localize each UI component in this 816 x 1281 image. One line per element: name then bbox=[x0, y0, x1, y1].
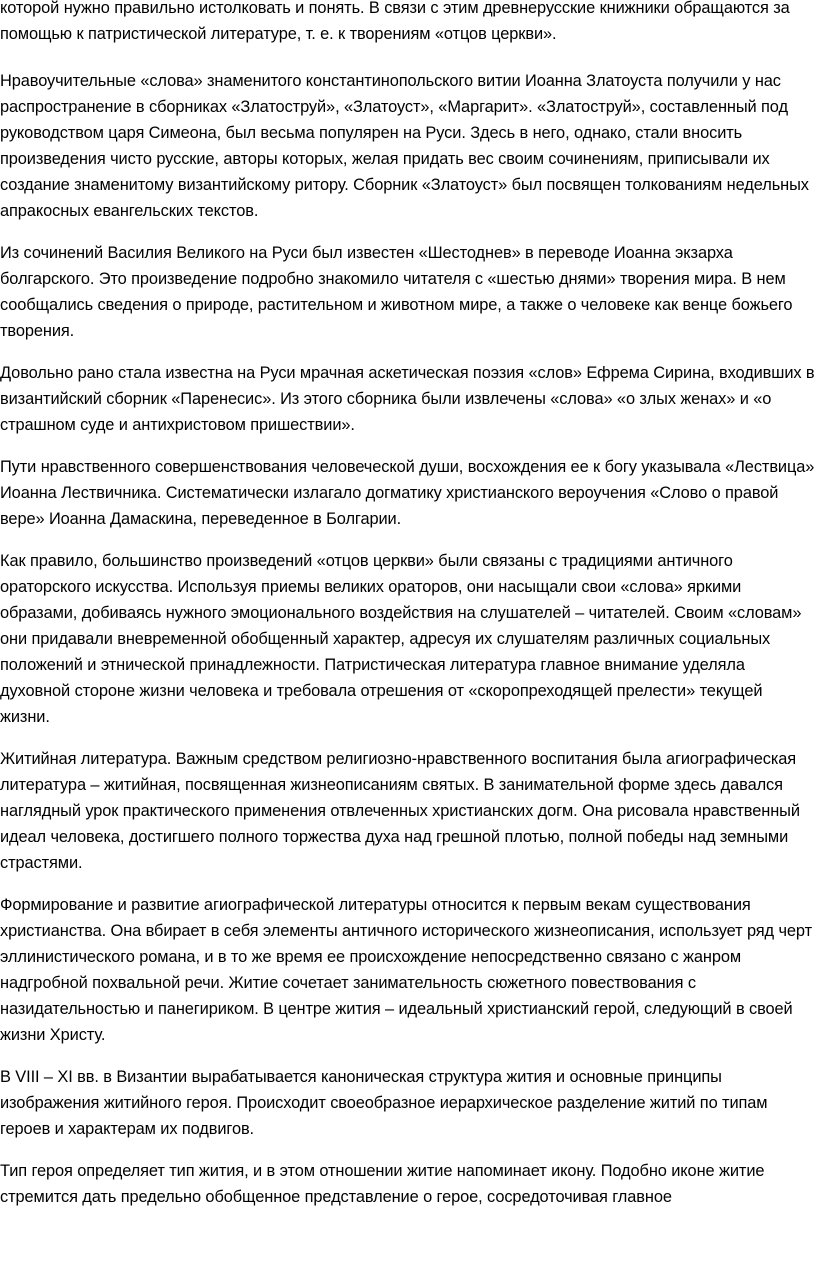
paragraph-1: которой нужно правильно истолковать и понять. В связи с этим древнерусские книжники обращаются за помощью к патристической литературе, т. е. к творениям «отцов церкви». bbox=[0, 0, 790, 43]
paragraph-4: Довольно рано стала известна на Руси мрачная аскетическая поэзия «слов» Ефрема Сирина, входивших в византийский сборник «Паренесис». Из этого сборника были извлечены «слова» «о злых женах» и «о страшном суде и антихристовом пришествии». bbox=[0, 364, 815, 434]
paragraph-10: Тип героя определяет тип жития, и в этом отношении житие напоминает икону. Подобно иконе житие стремится дать предельно обобщенное представление о герое, сосредоточивая главное bbox=[0, 1162, 765, 1206]
paragraph-9: В VIII – XI вв. в Византии вырабатывается каноническая структура жития и основные принципы изображения житийного героя. Происходит своеобразное иерархическое разделение житий по типам героев и характерам их подвигов. bbox=[0, 1068, 768, 1138]
paragraph-2: Нравоучительные «слова» знаменитого константинопольского витии Иоанна Златоуста получили у нас распространение в сборниках «Златоструй», «Златоуст», «Маргарит». «Златоструй», составленный под руководством царя Симеона, был весьма популярен на Руси. Здесь в него, однако, стали вносить произведения чисто русские, авторы которых, желая придать вес своим сочинениям, приписывали их создание знаменитому византийскому ритору. Сборник «Златоуст» был посвящен толкованиям недельных апракосных евангельских текстов. bbox=[0, 72, 809, 220]
paragraph-7: Житийная литература. Важным средством религиозно-нравственного воспитания была агиографическая литература – житийная, посвященная жизнеописаниям святых. В занимательной форме здесь давался наглядный урок практического применения отвлеченных христианских догм. Она рисовала нравственный идеал человека, достигшего полного торжества духа над грешной плотью, полной победы над земными страстями. bbox=[0, 750, 800, 872]
paragraph-5: Пути нравственного совершенствования человеческой души, восхождения ее к богу указывала «Лествица» Иоанна Лествичника. Систематически излагало догматику христианского вероучения «Слово о правой вере» Иоанна Дамаскина, переведенное в Болгарии. bbox=[0, 458, 815, 528]
paragraph-6: Как правило, большинство произведений «отцов церкви» были связаны с традициями античного ораторского искусства. Используя приемы великих ораторов, они насыщали свои «слова» яркими образами, добиваясь нужного эмоционального воздействия на слушателей – читателей. Своим «словам» они придавали вневременной обобщенный характер, адресуя их слушателям различных социальных положений и этнической принадлежности. Патристическая литература главное внимание уделяла духовной стороне жизни человека и требовала отрешения от «скоропреходящей прелести» текущей жизни. bbox=[0, 552, 802, 726]
paragraph-3: Из сочинений Василия Великого на Руси был известен «Шестоднев» в переводе Иоанна экзарха болгарского. Это произведение подробно знакомило читателя с «шестью днями» творения мира. В нем сообщались сведения о природе, растительном и животном мире, а также о человеке как венце божьего творения. bbox=[0, 244, 793, 340]
paragraph-8: Формирование и развитие агиографической литературы относится к первым векам существования христианства. Она вбирает в себя элементы античного исторического жизнеописания, использует ряд черт эллинистического романа, и в то же время ее происхождение непосредственно связано с жанром надгробной похвальной речи. Житие сочетает занимательность сюжетного повествования с назидательностью и панегириком. В центре жития – идеальный христианский герой, следующий в своей жизни Христу. bbox=[0, 896, 812, 1044]
